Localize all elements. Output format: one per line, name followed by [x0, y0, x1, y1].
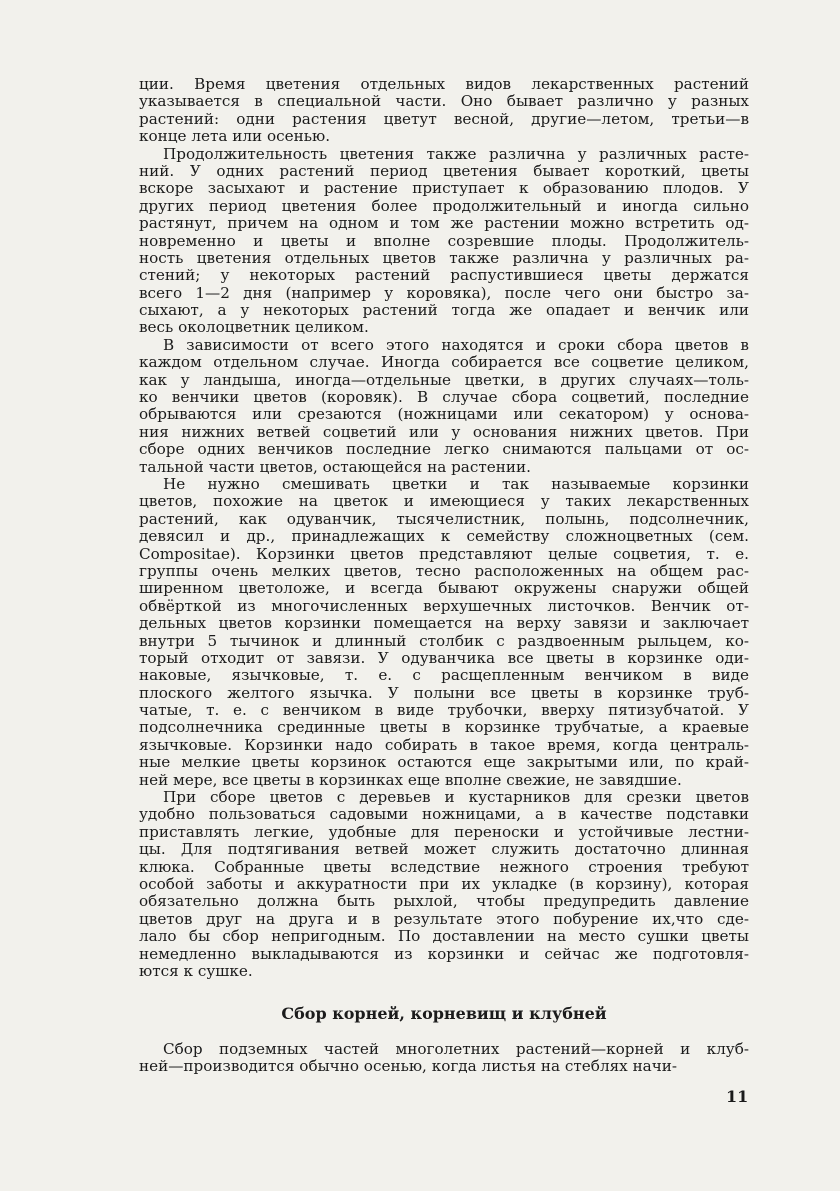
text-line: особой заботы и аккуратности при их укладке (в корзину), которая [139, 874, 749, 893]
text-line: тальной части цветов, остающейся на растении. [139, 457, 531, 476]
text-line: каждом отдельном случае. Иногда собирается все соцветие целиком, [139, 353, 749, 372]
text-line: весь околоцветник целиком. [139, 318, 369, 337]
text-line: ные мелкие цветы корзинок остаются еще закрытыми или, по край- [139, 753, 749, 772]
text-line: ширенном цветоложе, и всегда бывают окружены снаружи общей [139, 579, 749, 598]
text-line: торый отходит от завязи. У одуванчика все цветы в корзинке оди- [139, 648, 749, 667]
paragraph [139, 1041, 749, 1076]
text-line: новременно и цветы и вполне созревшие плоды. Продолжитель- [139, 231, 749, 250]
text-line: обрываются или срезаются (ножницами или секатором) у основа- [139, 405, 749, 424]
text-line: клюка. Собранные цветы вследствие нежного строения требуют [139, 857, 749, 876]
text-line: подсолнечника срединные цветы в корзинке трубчатые, а краевые [139, 718, 749, 737]
text-line: наковые, язычковые, т. е. с расщепленным венчиком в виде [139, 666, 749, 685]
text-line: обвёрткой из многочисленных верхушечных листочков. Венчик от- [139, 596, 749, 615]
text-line: ции. Время цветения отдельных видов лекарственных растений [139, 75, 749, 93]
text-line: стений; у некоторых растений распустившиеся цветы держатся [139, 266, 749, 285]
text-line: Сбор подземных частей многолетних растений—корней и клуб- [163, 1040, 749, 1058]
text-line: ний. У одних растений период цветения бывает короткий, цветы [139, 161, 749, 180]
section-heading: Сбор корней, корневищ и клубней [281, 1004, 607, 1023]
text-line: лало бы сбор непригодным. По доставлении на место сушки цветы [139, 927, 749, 946]
text-line: вскоре засыхают и растение приступает к образованию плодов. У [139, 179, 749, 198]
text-line: обязательно должна быть рыхлой, чтобы предупредить давление [139, 892, 749, 911]
text-line: сыхают, а у некоторых растений тогда же опадает и венчик или [139, 301, 749, 320]
text-line: растянут, причем на одном и том же растении можно встретить од- [139, 214, 749, 233]
text-line: ней мере, все цветы в корзинках еще вполне свежие, не завядшие. [139, 770, 682, 789]
text-line: цветов, похожие на цветок и имеющиеся у таких лекарственных [139, 492, 749, 511]
text-line: ются к сушке. [139, 961, 253, 980]
text-line: Compositae). Корзинки цветов представляют целые соцветия, т. е. [139, 544, 749, 563]
text-line: сборе одних венчиков последние легко снимаются пальцами от ос- [139, 440, 749, 459]
text-line: чатые, т. е. с венчиком в виде трубочки, вверху пятизубчатой. У [139, 701, 749, 720]
paragraph [139, 337, 749, 476]
text-line: растений, как одуванчик, тысячелистник, полынь, подсолнечник, [139, 509, 749, 528]
text-line: немедленно выкладываются из корзинки и сейчас же подготовля- [139, 944, 749, 963]
paragraph [139, 146, 749, 337]
text-line: При сборе цветов с деревьев и кустарников для срезки цветов [163, 788, 749, 807]
text-line: ней—производится обычно осенью, когда листья на стеблях начи- [139, 1057, 678, 1076]
text-line: цы. Для подтягивания ветвей может служить достаточно длинная [139, 840, 749, 859]
text-line: плоского желтого язычка. У полыни все цветы в корзинке труб- [139, 683, 749, 702]
text-line: В зависимости от всего этого находятся и сроки сбора цветов в [163, 335, 749, 354]
text-line: всего 1—2 дня (например у коровяка), после чего они быстро за- [139, 283, 749, 302]
paragraph [139, 789, 749, 980]
text-line: дельных цветов корзинки помещается на верху завязи и заключает [139, 614, 749, 633]
text-line: указывается в специальной части. Оно бывает различно у разных [139, 92, 749, 111]
text-line: как у ландыша, иногда—отдельные цветки, в других случаях—толь- [139, 370, 749, 389]
text-line: ко венчики цветов (коровяк). В случае сбора соцветий, последние [139, 388, 749, 407]
text-line: язычковые. Корзинки надо собирать в такое время, когда централь- [139, 735, 749, 754]
text-line: Не нужно смешивать цветки и так называемые корзинки [163, 474, 749, 493]
text-line: цветов друг на друга и в результате этого побурение их,что сде- [139, 909, 749, 928]
text-line: других период цветения более продолжительный и иногда сильно [139, 196, 749, 215]
text-line: растений: одни растения цветут весной, другие—летом, третьи—в [139, 109, 749, 128]
text-line: ния нижних ветвей соцветий или у основания нижних цветов. При [139, 422, 749, 441]
paragraph [139, 476, 749, 789]
page-number: 11 [726, 1087, 749, 1106]
text-line: конце лета или осенью. [139, 127, 331, 146]
paragraph [139, 76, 749, 146]
text-line: внутри 5 тычинок и длинный столбик с раздвоенным рыльцем, ко- [139, 631, 749, 650]
text-line: удобно пользоваться садовыми ножницами, а в качестве подставки [139, 805, 749, 824]
final-paragraph [139, 1041, 749, 1076]
text-line: приставлять легкие, удобные для переноски и устойчивые лестни- [139, 822, 749, 841]
text-line: Продолжительность цветения также различна у различных расте- [163, 144, 749, 163]
text-line: группы очень мелких цветов, тесно расположенных на общем рас- [139, 561, 749, 580]
text-line: ность цветения отдельных цветов также различна у различных ра- [139, 248, 749, 267]
text-line: девясил и др., принадлежащих к семейству сложноцветных (сем. [139, 527, 749, 546]
body-text [139, 76, 749, 980]
